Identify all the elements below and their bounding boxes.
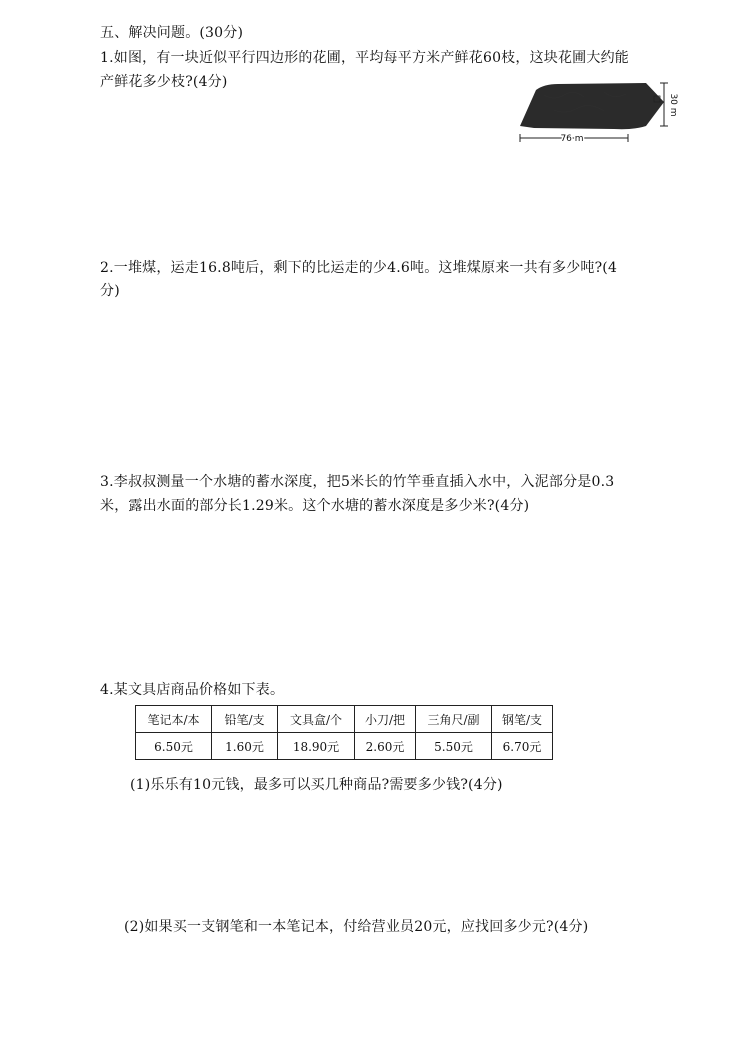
table-cell: 文具盒/个 — [278, 706, 355, 733]
q2-line2: 分) — [100, 283, 120, 299]
q1-line1: 1.如图，有一块近似平行四边形的花圃，平均每平方米产鲜花60枝，这块花圃大约能 — [100, 50, 629, 66]
section-title: 五、解决问题。(30分) — [100, 25, 244, 41]
q1-line2: 产鲜花多少枝?(4分) — [100, 74, 228, 90]
q4-sub2: (2)如果买一支钢笔和一本笔记本，付给营业员20元，应找回多少元?(4分) — [124, 919, 589, 935]
q4-sub1: (1)乐乐有10元钱，最多可以买几种商品?需要多少钱?(4分) — [130, 777, 503, 793]
table-cell: 小刀/把 — [355, 706, 416, 733]
q3-line2: 米，露出水面的部分长1.29米。这个水塘的蓄水深度是多少米?(4分) — [100, 498, 530, 514]
table-row-prices — [136, 733, 553, 760]
table-cell: 1.60元 — [212, 733, 278, 760]
table-cell: 18.90元 — [278, 733, 355, 760]
price-table — [135, 705, 553, 760]
q3-line1: 3.李叔叔测量一个水塘的蓄水深度，把5米长的竹竿垂直插入水中，入泥部分是0.3 — [100, 474, 615, 490]
table-cell: 6.50元 — [136, 733, 212, 760]
height-label: 30 m — [668, 93, 678, 117]
table-cell: 笔记本/本 — [136, 706, 212, 733]
table-cell: 2.60元 — [355, 733, 416, 760]
q2-line1: 2.一堆煤，运走16.8吨后，剩下的比运走的少4.6吨。这堆煤原来一共有多少吨?(4 — [100, 260, 618, 276]
table-cell: 铅笔/支 — [212, 706, 278, 733]
table-cell: 5.50元 — [416, 733, 492, 760]
base-label: 76 m — [560, 134, 584, 144]
table-cell: 三角尺/副 — [416, 706, 492, 733]
table-cell: 6.70元 — [492, 733, 553, 760]
q4-intro: 4.某文具店商品价格如下表。 — [100, 682, 285, 698]
table-cell: 钢笔/支 — [492, 706, 553, 733]
parallelogram-garden-figure — [514, 70, 678, 146]
table-row-items — [136, 706, 553, 733]
